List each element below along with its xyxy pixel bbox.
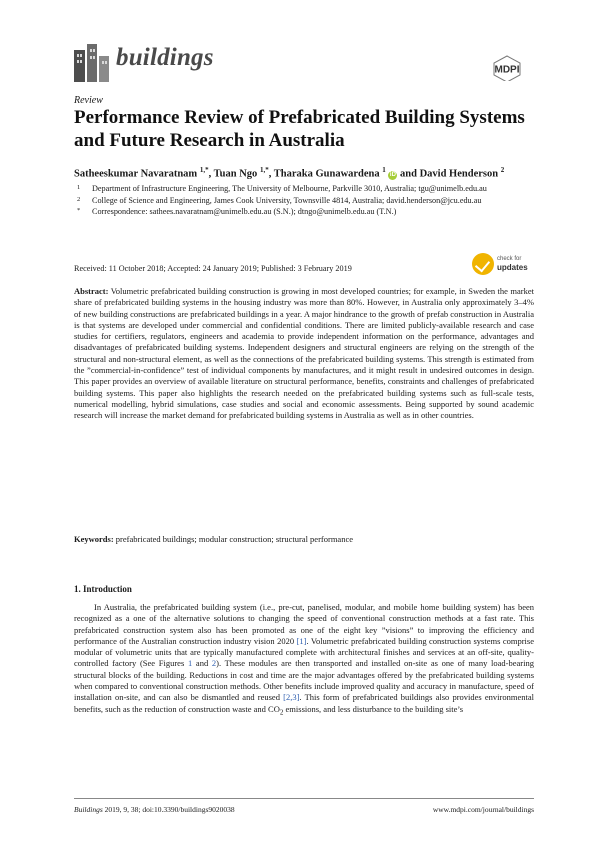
figure-link[interactable]: 1 <box>187 658 193 669</box>
author-list: Satheeskumar Navaratnam $^{1,*}$, Tuan Ngo $^{1,*}$, Tharaka Gunawardena $^1$ iD and David Henderson $^2$ <box>74 166 505 180</box>
author-affil-sup: 1,* <box>259 166 269 174</box>
orcid-icon[interactable]: iD <box>389 171 396 178</box>
figure-link[interactable]: 2 <box>211 658 217 669</box>
publication-dates: Received: 11 October 2018; Accepted: 24 January 2019; Published: 3 February 2019 <box>74 264 352 273</box>
correspondence <box>74 206 534 218</box>
abstract-text: Volumetric prefabricated building construction is growing in most developed countries; for example, in Sweden the market share of prefabricated building systems in the housing industry was more than 80%. However, in Australia only approximately 3–4% of new building constructions are prefabricated buildings in a year. A major hindrance to the growth of prefab construction in Australia is that systems are developed under commercial and confidential conditions. There are limited publicly-available research and case studies for certifiers, regulators, engineers and academia to provide independent information on the performance, advantages and disadvantages of prefabricated building systems. Independent designers and structural engineers are relying on the strength of the structural and non-structural element, as well as the connections of the prefabricated building systems. This strength is estimated from the ”commercial-in-confidence” test of individual components by manufactures, and it might result in undesired outcomes in design. This paper provides an overview of available literature on structural performance, benefits, constraints and challenges of prefabricated building systems. This paper also highlights the research needed on the prefabricated building systems such as full-scale tests, numerical modelling, hybrid simulations, case studies and social and economic assessments. Being supported by sound academic research will increase the market demand for prefabricated building systems in Australia as well as in other countries. <box>74 286 534 421</box>
section-heading: 1. Introduction <box>74 584 132 594</box>
affiliation-item <box>74 183 534 195</box>
author-name: Tuan Ngo <box>213 168 258 180</box>
citation-link[interactable]: [1] <box>296 635 307 646</box>
author-affil-sup: 2 <box>500 166 505 174</box>
keywords <box>74 534 534 544</box>
affiliations <box>74 183 534 218</box>
article-type: Review <box>74 95 103 106</box>
footer-url[interactable]: www.mdpi.com/journal/buildings <box>432 805 534 814</box>
author-name: Satheeskumar Navaratnam <box>74 168 198 180</box>
author-name: David Henderson <box>419 168 499 180</box>
citation-link[interactable]: [2,3] <box>283 692 300 703</box>
keywords-text: prefabricated buildings; modular construction; structural performance <box>115 534 354 544</box>
footer-divider <box>74 798 534 799</box>
correspondence-text: Correspondence: sathees.navaratnam@unimelb.edu.au (S.N.); dtngo@unimelb.edu.au (T.N.) <box>92 207 397 216</box>
author-name: Tharaka Gunawardena <box>273 168 380 180</box>
check-for-label: check for <box>497 256 522 262</box>
article-title: Performance Review of Prefabricated Building Systems and Future Research in Australia <box>74 107 525 151</box>
updates-label: updates <box>497 263 528 272</box>
mdpi-text: MDPI <box>494 64 520 76</box>
affiliation-number: * <box>77 207 81 214</box>
affiliation-number: 2 <box>77 195 81 203</box>
introduction-paragraph: In Australia, the prefabricated building system (i.e., pre-cut, panelised, modular, and mobile home building system) has been recognized as a one of the alternative solutions to changing the speed of conventional construction methods at a fast rate. This prefabricated construction system also has been promoted as one of the eight key ”visions” to improving the efficiency and performance of the Australian construction industry vision 2020 [1]. Volumetric prefabricated building construction systems comprise modular of volumetric units that are typically manufactured complete with architectural finishes and services at an off-site, quality-controlled factory (See Figures 1 and 2). These modules are then transported and installed on-site as one of many load-bearing structural blocks of the building. Reductions in cost and time are the major advantages offered by the prefabricated building systems when compared to conventional construction methods. Other benefits include improved quality and accuracy in manufacture, speed of installation on-site, and can also be dismantled and reused [2,3]. This form of prefabricated buildings also provides environmental benefits, such as the reduction of construction waste and $CO_2$ emissions, and less disturbance to the building site’s <box>74 602 535 717</box>
author-affil-sup: 1,* <box>199 166 209 174</box>
buildings-logo <box>74 44 112 82</box>
journal-name: buildings <box>116 44 214 71</box>
check-icon <box>472 253 494 275</box>
author-affil-sup: 1 <box>382 166 386 174</box>
check-for-updates-badge[interactable] <box>472 253 532 279</box>
affiliation-item <box>74 195 534 207</box>
footer-citation: Buildings 2019, 9, 38; doi:10.3390/buildings9020038 <box>74 805 235 814</box>
affiliation-text: Department of Infrastructure Engineering, The University of Melbourne, Parkville 3010, Australia; tgu@unimelb.edu.au <box>92 184 487 193</box>
mdpi-logo <box>480 55 534 86</box>
affiliation-text: College of Science and Engineering, James Cook University, Townsville 4814, Australia; david.henderson@jcu.edu.au <box>92 195 482 205</box>
abstract-label: Abstract: <box>74 286 109 296</box>
abstract <box>74 286 534 422</box>
affiliation-number: 1 <box>77 184 81 191</box>
keywords-label: Keywords: <box>74 534 114 544</box>
